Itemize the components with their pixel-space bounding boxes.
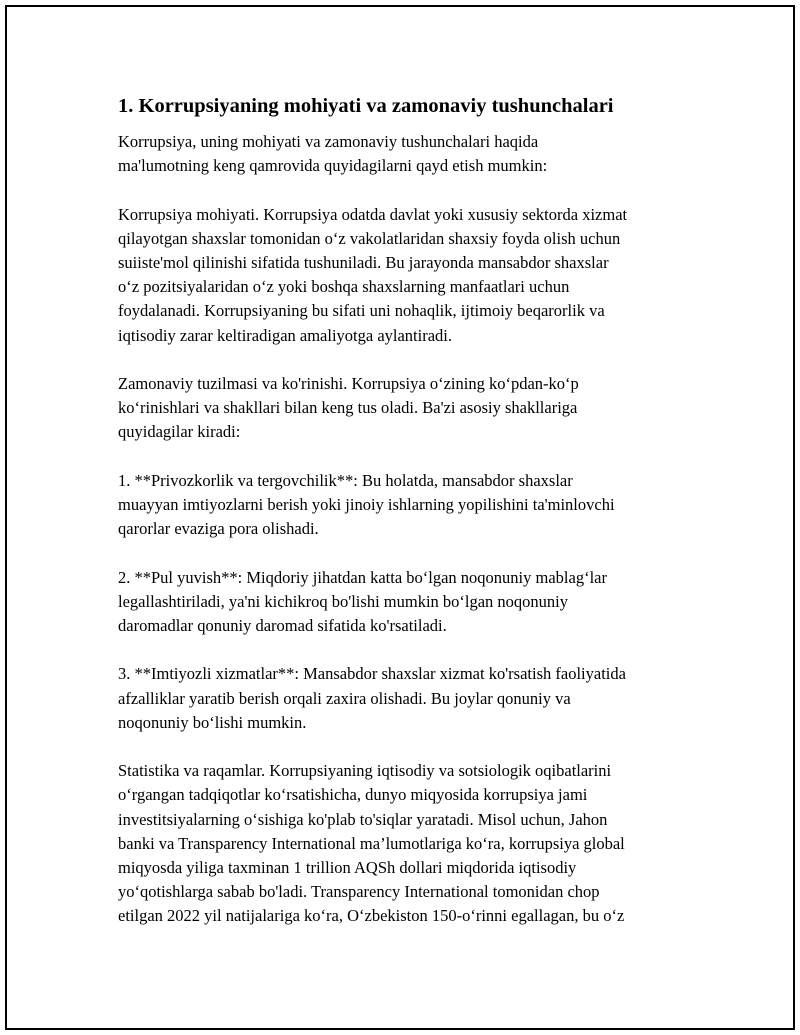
text-line: Statistika va raqamlar. Korrupsiyaning iqtisodiy va sotsiologik oqibatlarini <box>118 761 612 781</box>
text-line: 3. **Imtiyozli xizmatlar**: Mansabdor shaxslar xizmat ko'rsatish faoliyatida <box>118 664 626 684</box>
text-line: ma'lumotning keng qamrovida quyidagilarni qayd etish mumkin: <box>118 156 548 176</box>
text-line: banki va Transparency International ma’lumotlariga ko‘ra, korrupsiya global <box>118 833 625 853</box>
text-line: noqonuniy bo‘lishi mumkin. <box>118 712 307 732</box>
paragraph-intro <box>118 130 698 178</box>
text-line: o‘rgangan tadqiqotlar ko‘rsatishicha, dunyo miqyosida korrupsiya jami <box>118 785 588 805</box>
text-line: investitsiyalarning o‘sishiga ko'plab to'siqlar yaratadi. Misol uchun, Jahon <box>118 809 608 829</box>
text-line: 1. **Privozkorlik va tergovchilik**: Bu holatda, mansabdor shaxslar <box>118 470 573 490</box>
paragraph-statistics <box>118 759 698 928</box>
text-line: Zamonaviy tuzilmasi va ko'rinishi. Korrupsiya o‘zining ko‘pdan-ko‘p <box>118 374 579 393</box>
text-line: legallashtiriladi, ya'ni kichikroq bo'lishi mumkin bo‘lgan noqonuniy <box>118 591 569 611</box>
document-body <box>118 92 698 953</box>
section-heading: 1. Korrupsiyaning mohiyati va zamonaviy tushunchalari <box>118 95 614 117</box>
text-line: daromadlar qonuniy daromad sifatida ko'rsatiladi. <box>118 616 447 635</box>
text-line: o‘z pozitsiyalaridan o‘z yoki boshqa shaxslarning manfaatlari uchun <box>118 277 570 297</box>
text-line: qilayotgan shaxslar tomonidan o‘z vakolatlaridan shaxsiy foyda olish uchun <box>118 228 621 248</box>
list-item-money-laundering <box>118 566 698 639</box>
text-line: miqyosda yiliga taxminan 1 trillion AQSh dollari miqdorida iqtisodiy <box>118 858 577 877</box>
text-line: iqtisodiy zarar keltiradigan amaliyotga aylantiradi. <box>118 325 453 345</box>
text-line: suiiste'mol qilinishi sifatida tushuniladi. Bu jarayonda mansabdor shaxslar <box>118 253 609 272</box>
text-line: muayyan imtiyozlarni berish yoki jinoiy ishlarning yopilishini ta'minlovchi <box>118 495 615 514</box>
list-item-privileged-services <box>118 662 698 735</box>
text-line: quyidagilar kiradi: <box>118 422 241 442</box>
text-line: Korrupsiya, uning mohiyati va zamonaviy tushunchalari haqida <box>118 132 539 151</box>
text-line: Korrupsiya mohiyati. Korrupsiya odatda davlat yoki xususiy sektorda xizmat <box>118 204 628 224</box>
text-line: qarorlar evaziga pora olishadi. <box>118 519 319 539</box>
text-line: afzalliklar yaratib berish orqali zaxira olishadi. Bu joylar qonuniy va <box>118 688 571 708</box>
paragraph-essence <box>118 203 698 348</box>
text-line: yo‘qotishlarga sabab bo'ladi. Transparency International tomonidan chop <box>118 882 600 902</box>
list-item-bribery <box>118 469 698 542</box>
text-line: etilgan 2022 yil natijalariga ko‘ra, O‘zbekiston 150-o‘rinni egallagan, bu o‘z <box>118 906 625 926</box>
text-line: foydalanadi. Korrupsiyaning bu sifati uni nohaqlik, ijtimoiy beqarorlik va <box>118 301 605 321</box>
paragraph-modern-forms <box>118 372 698 445</box>
text-line: ko‘rinishlari va shakllari bilan keng tus oladi. Ba'zi asosiy shakllariga <box>118 398 578 418</box>
text-line: 2. **Pul yuvish**: Miqdoriy jihatdan katta bo‘lgan noqonuniy mablag‘lar <box>118 567 607 587</box>
